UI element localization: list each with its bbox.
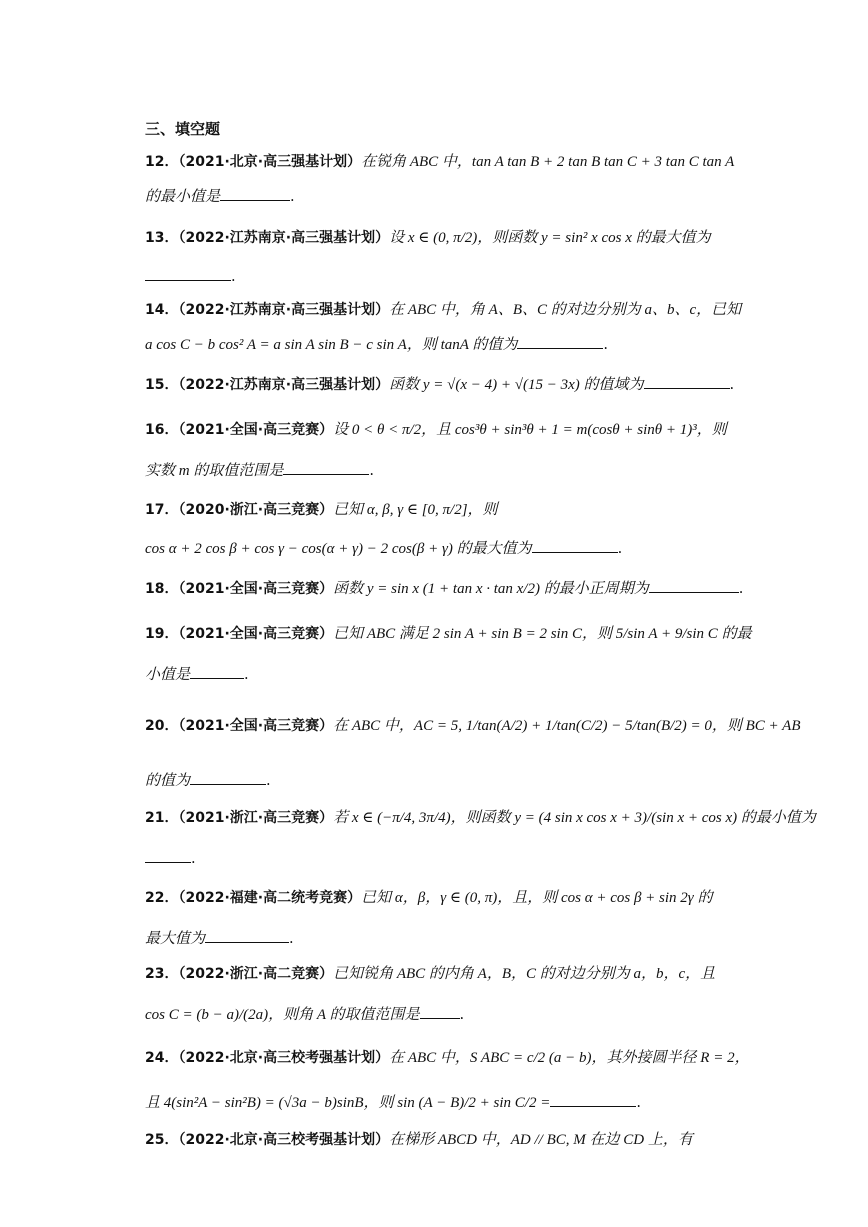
problem-line-p14a [145, 300, 742, 320]
problem-line-p13a [145, 228, 725, 248]
problem-source: 21．（2021·浙江·高三竞赛） [145, 810, 334, 826]
problem-text: 函数 y = √(x − 4) + √(15 − 3x) 的值域为 [389, 377, 644, 393]
problem-line-p17b [145, 538, 725, 559]
problem-text: 在 ABC 中，AC = 5, 1/tan(A/2) + 1/tan(C/2) − 5/tan(B/2) = 0，则 BC + AB [333, 718, 801, 734]
problem-line-p22b [145, 928, 725, 949]
problem-text: 已知锐角 ABC 的内角 A，B，C 的对边分别为 a，b，c，且 [333, 966, 716, 982]
problem-text: 已知 ABC 满足 2 sin A + sin B = 2 sin C，则 5/sin A + 9/sin C 的最 [333, 626, 752, 642]
problem-source: 13．（2022·江苏南京·高三强基计划） [145, 230, 390, 246]
problem-line-p19a [145, 624, 752, 644]
trailing-period: . [729, 377, 735, 393]
problem-source: 24．（2022·北京·高三校考强基计划） [145, 1050, 390, 1066]
problem-source: 15．（2022·江苏南京·高三强基计划） [145, 377, 390, 393]
problem-source: 18．（2021·全国·高三竞赛） [145, 581, 334, 597]
problem-line-p20a [145, 716, 801, 736]
trailing-period: . [738, 581, 744, 597]
trailing-period: . [369, 463, 374, 479]
answer-blank[interactable] [145, 266, 231, 281]
problem-line-p23b [145, 1004, 725, 1025]
trailing-period: . [290, 189, 295, 205]
problem-text: 在梯形 ABCD 中，AD // BC, M 在边 CD 上，有 [389, 1132, 693, 1148]
answer-blank[interactable] [644, 374, 730, 389]
problem-line-p19b [145, 664, 725, 685]
problem-text: cos α + 2 cos β + cos γ − cos(α + γ) − 2 cos(β + γ) 的最大值为 [145, 541, 532, 557]
problem-text: 已知 α，β，γ ∈ (0, π)，且，则 cos α + cos β + sin 2γ 的 [361, 890, 713, 906]
answer-blank[interactable] [517, 334, 603, 349]
problem-source: 16．（2021·全国·高三竞赛） [145, 422, 334, 438]
problem-line-p21a [145, 808, 816, 828]
answer-blank[interactable] [220, 186, 290, 201]
problem-line-p24a [145, 1048, 750, 1068]
problem-text: 设 0 < θ < π/2，且 cos³θ + sin³θ + 1 = m(cosθ + sinθ + 1)³，则 [333, 422, 727, 438]
trailing-period: . [231, 269, 236, 285]
problem-text: 的最小值是 [145, 189, 221, 205]
answer-blank[interactable] [190, 664, 244, 679]
problem-text: 在锐角 ABC 中，tan A tan B + 2 tan B tan C + 3 tan C tan A [361, 154, 735, 170]
answer-blank[interactable] [283, 460, 369, 475]
problem-line-p12b [145, 186, 725, 207]
problem-source: 23．（2022·浙江·高二竞赛） [145, 966, 334, 982]
problem-line-p20b [145, 770, 725, 791]
problem-text: 在 ABC 中，角 A、B、C 的对边分别为 a、b、c，已知 [389, 302, 742, 318]
problem-line-p24b [145, 1092, 725, 1113]
trailing-period: . [244, 667, 249, 683]
answer-blank[interactable] [190, 770, 266, 785]
trailing-period: . [636, 1095, 641, 1111]
problem-text: cos C = (b − a)/(2a)，则角 A 的取值范围是 [145, 1007, 420, 1023]
trailing-period: . [603, 337, 608, 353]
section-heading: 三、填空题 [145, 120, 221, 138]
answer-blank[interactable] [649, 578, 739, 593]
problem-line-p25 [145, 1130, 725, 1150]
problem-text: 已知 α, β, γ ∈ [0, π/2]，则 [333, 502, 498, 518]
trailing-period: . [266, 773, 271, 789]
problem-text: 最大值为 [145, 931, 206, 947]
answer-blank[interactable] [532, 538, 618, 553]
problem-source: 14．（2022·江苏南京·高三强基计划） [145, 302, 390, 318]
problem-text: 设 x ∈ (0, π/2)，则函数 y = sin² x cos x 的最大值为 [389, 230, 711, 246]
problem-source: 22．（2022·福建·高二统考竞赛） [145, 890, 362, 906]
problem-line-p12a [145, 152, 735, 172]
trailing-period: . [617, 541, 623, 557]
problem-text: 在 ABC 中，S ABC = c/2 (a − b)，其外接圆半径 R = 2， [389, 1050, 750, 1066]
answer-blank[interactable] [145, 848, 191, 863]
problem-text: 若 x ∈ (−π/4, 3π/4)，则函数 y = (4 sin x cos x + 3)/(sin x + cos x) 的最小值为 [333, 810, 816, 826]
problem-line-p23a [145, 964, 725, 984]
problem-source: 19．（2021·全国·高三竞赛） [145, 626, 334, 642]
problem-line-p22a [145, 888, 725, 908]
problem-line-p18 [145, 578, 744, 599]
problem-line-p21b [145, 848, 725, 869]
problem-line-p16a [145, 420, 725, 440]
problem-source: 25．（2022·北京·高三校考强基计划） [145, 1132, 390, 1148]
answer-blank[interactable] [205, 928, 289, 943]
trailing-period: . [459, 1007, 465, 1023]
problem-text: 函数 y = sin x (1 + tan x · tan x/2) 的最小正周期为 [333, 581, 649, 597]
answer-blank[interactable] [420, 1004, 460, 1019]
problem-line-p16b [145, 460, 725, 481]
trailing-period: . [191, 851, 196, 867]
problem-text: 实数 m 的取值范围是 [145, 463, 284, 479]
problem-text: 小值是 [145, 667, 191, 683]
problem-source: 12．（2021·北京·高三强基计划） [145, 154, 362, 170]
problem-text: 的值为 [145, 773, 191, 789]
problem-line-p17a [145, 500, 725, 520]
problem-source: 20．（2021·全国·高三竞赛） [145, 718, 334, 734]
trailing-period: . [289, 931, 294, 947]
problem-text: 且 4(sin²A − sin²B) = (√3a − b)sinB，则 sin (A − B)/2 + sin C/2 = [145, 1095, 551, 1111]
problem-line-p13b [145, 266, 725, 287]
problem-text: a cos C − b cos² A = a sin A sin B − c sin A，则 tanA 的值为 [145, 337, 518, 353]
problem-line-p14b [145, 334, 725, 355]
problem-line-p15 [145, 374, 735, 395]
answer-blank[interactable] [550, 1092, 636, 1107]
problem-source: 17．（2020·浙江·高三竞赛） [145, 502, 334, 518]
